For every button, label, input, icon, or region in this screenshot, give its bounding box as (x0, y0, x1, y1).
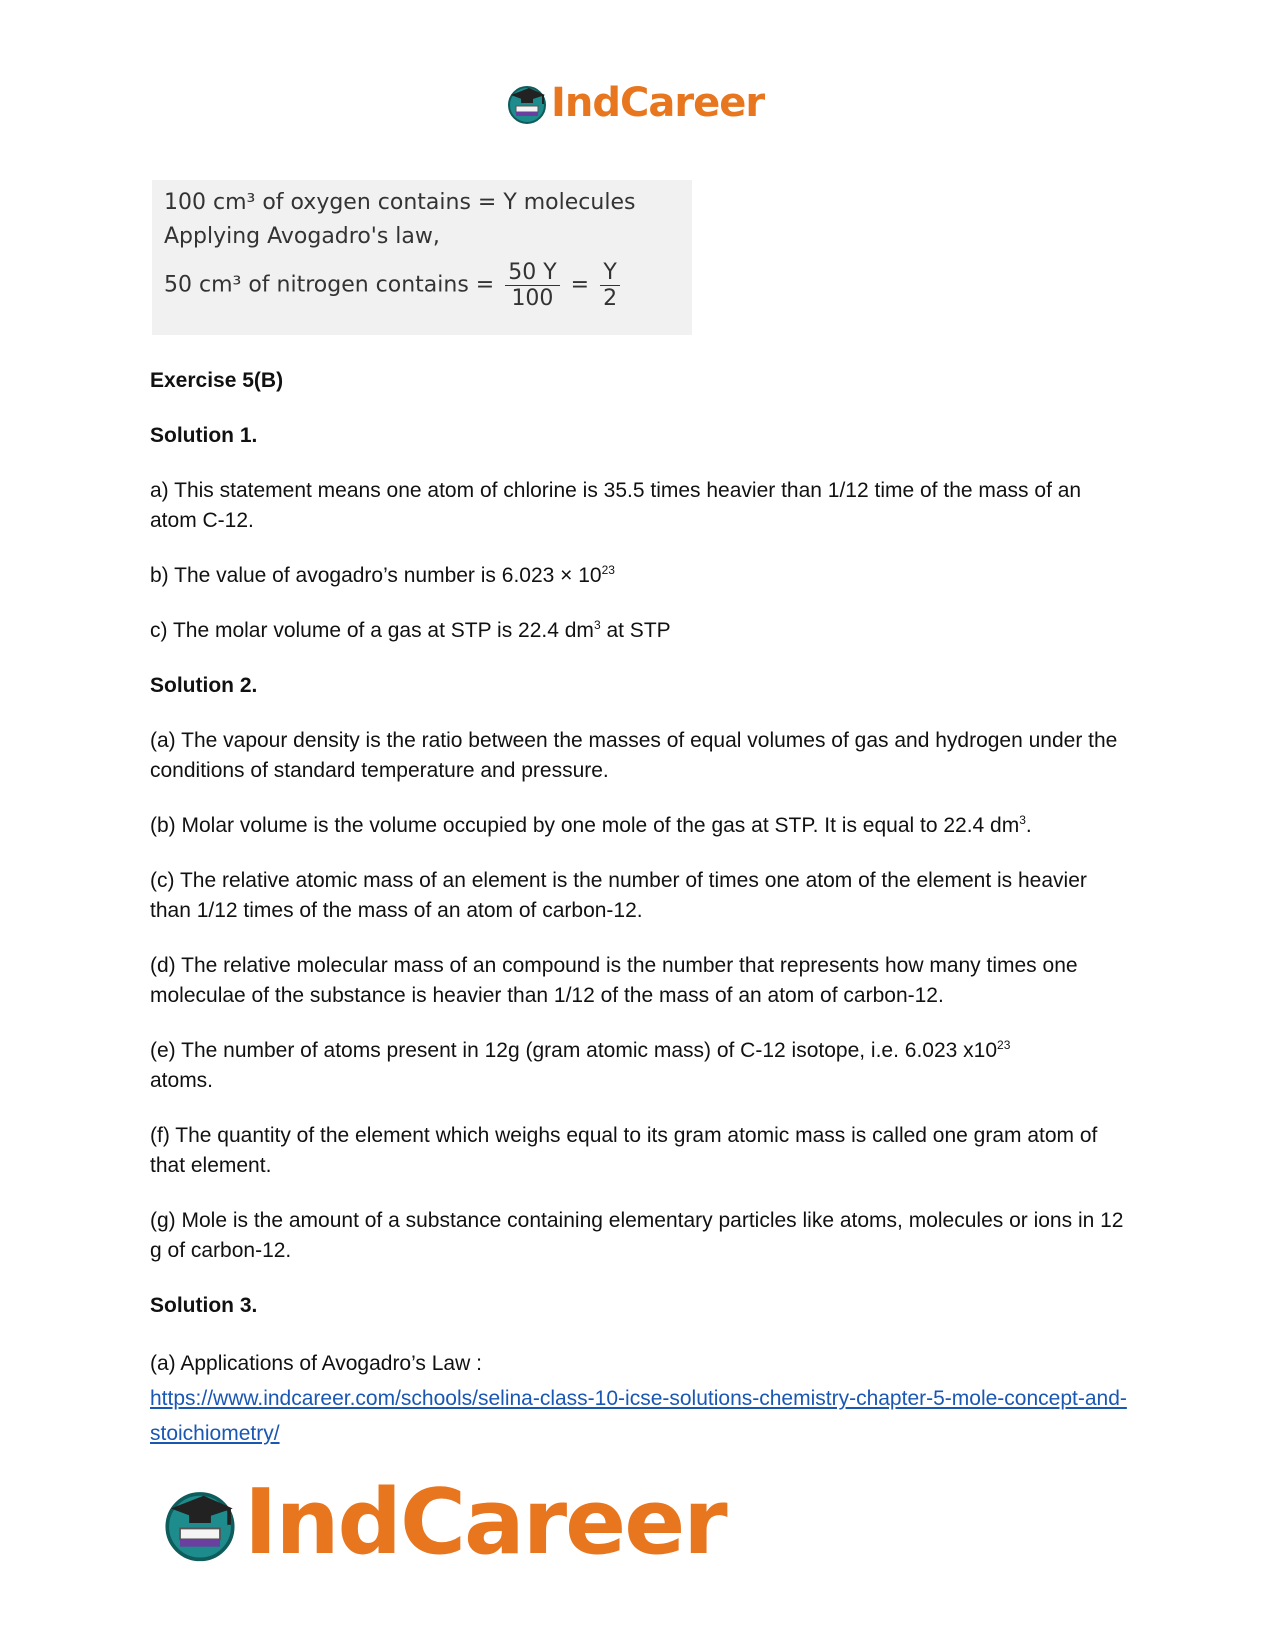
solution-1-part-b-text: b) The value of avogadro’s number is 6.023 × 10 (150, 564, 602, 587)
formula-line-3-prefix: 50 cm³ of nitrogen contains = (164, 272, 495, 298)
exponent: 23 (997, 1038, 1011, 1052)
solution-2-part-a: (a) The vapour density is the ratio between the masses of equal volumes of gas and hydrogen under the conditions of standard temperature and pressure. (150, 729, 1118, 782)
solution-2-part-e-text: (e) The number of atoms present in 12g (gram atomic mass) of C-12 isotope, i.e. 6.023 x10 (150, 1039, 998, 1062)
exercise-title: Exercise 5(B) (150, 369, 284, 392)
exponent: 3 (593, 618, 601, 632)
solution-2-part-b (150, 811, 1130, 841)
solution-1-title: Solution 1. (150, 424, 258, 447)
fraction-denominator: 100 (511, 286, 554, 311)
formula-line-2: Applying Avogadro's law, (164, 224, 440, 249)
source-link[interactable]: https://www.indcareer.com/schools/selina-class-10-icse-solutions-chemistry-chapter-5-mole-concept-and-stoichiometry/ (150, 1387, 1127, 1445)
header-logo (505, 80, 764, 126)
fraction-y-over-2 (600, 260, 620, 311)
brand-name: IndCareer (551, 80, 765, 126)
fraction-numerator: Y (600, 260, 620, 286)
solution-3-title: Solution 3. (150, 1294, 258, 1317)
solution-2-title: Solution 2. (150, 674, 258, 697)
fraction-50y-over-100 (505, 260, 559, 311)
equals-sign: = (570, 272, 590, 298)
exponent: 23 (601, 563, 615, 577)
formula-line-3 (164, 260, 624, 311)
solution-2-part-e (150, 1036, 1130, 1096)
graduation-cap-globe-icon (505, 81, 549, 125)
solution-3-part-a (150, 1346, 1130, 1451)
fraction-numerator: 50 Y (505, 260, 559, 286)
solution-2-part-b-text: (b) Molar volume is the volume occupied by one mole of the gas at STP. It is equal to 22.4 dm (150, 814, 1020, 837)
solution-1-part-c (150, 616, 1130, 646)
formula-line-1: 100 cm³ of oxygen contains = Y molecules (164, 190, 636, 215)
exponent: 3 (1019, 813, 1026, 827)
footer-logo (160, 1470, 726, 1575)
solution-2-part-e-end: atoms. (150, 1069, 214, 1092)
solution-1-part-a: a) This statement means one atom of chlorine is 35.5 times heavier than 1/12 time of the mass of an atom C-12. (150, 479, 1082, 532)
solution-1-part-b (150, 561, 1130, 591)
solution-2-part-c: (c) The relative atomic mass of an element is the number of times one atom of the element is heavier than 1/12 times of the mass of an atom of carbon-12. (150, 869, 1087, 922)
solution-1-part-c-text: c) The molar volume of a gas at STP is 22.4 dm (150, 619, 594, 642)
solution-1-part-c-end: at STP (600, 619, 671, 642)
graduation-cap-globe-icon (160, 1481, 240, 1565)
solution-2-part-b-end: . (1025, 814, 1032, 837)
solution-2-part-g: (g) Mole is the amount of a substance containing elementary particles like atoms, molecules or ions in 12 g of carbon-12. (150, 1209, 1124, 1262)
solution-2-part-d: (d) The relative molecular mass of an compound is the number that represents how many times one moleculae of the substance is heavier than 1/12 of the mass of an atom of carbon-12. (150, 954, 1078, 1007)
fraction-denominator: 2 (603, 286, 618, 311)
document-body (150, 366, 1130, 1476)
brand-name: IndCareer (244, 1470, 726, 1575)
formula-box (152, 180, 692, 335)
solution-3-part-a-text: (a) Applications of Avogadro’s Law : (150, 1352, 482, 1375)
solution-2-part-f: (f) The quantity of the element which weighs equal to its gram atomic mass is called one gram atom of that element. (150, 1124, 1098, 1177)
